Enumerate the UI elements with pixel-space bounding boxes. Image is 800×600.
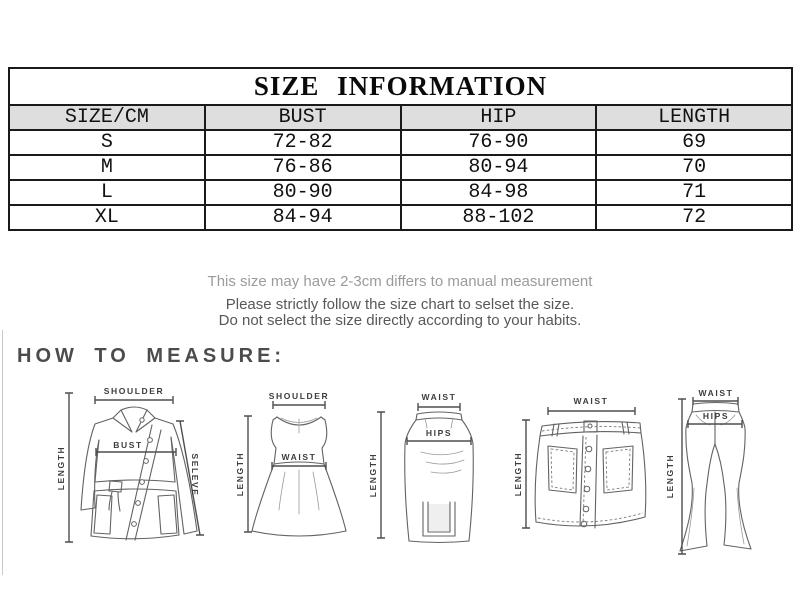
dress-diagram [233, 388, 363, 540]
cell-bust: 80-90 [205, 180, 401, 205]
cell-size: XL [9, 205, 205, 230]
length-label: LENGTH [235, 451, 245, 497]
cell-hip: 76-90 [401, 130, 597, 155]
measurement-notes [0, 273, 800, 329]
note-line: Do not select the size directly according to your habits. [218, 312, 582, 329]
jacket-sleeve-measure [176, 421, 204, 535]
pants-outline [680, 403, 751, 552]
shoulder-label: SHOULDER [268, 391, 330, 401]
table-row [9, 155, 792, 180]
cell-bust: 76-86 [205, 155, 401, 180]
waist-label: WAIST [573, 396, 609, 406]
note-line: This size may have 2-3cm differs to manual measurement [207, 273, 593, 290]
cell-length: 72 [596, 205, 792, 230]
dress-waist-measure [272, 452, 326, 470]
waist-label: WAIST [281, 452, 317, 462]
jacket-shoulder-measure [95, 386, 173, 404]
table-row [9, 130, 792, 155]
pencil-skirt-diagram [363, 388, 498, 548]
column-header-size: SIZE/CM [9, 105, 205, 130]
cell-size: M [9, 155, 205, 180]
pencil-skirt-waist-measure [418, 392, 460, 411]
jacket-bust-measure [96, 440, 176, 456]
pencil-skirt-length-measure [368, 412, 385, 538]
cell-hip: 84-98 [401, 180, 597, 205]
sleeve-label: SELEVE [190, 453, 200, 497]
dress-length-measure [235, 416, 252, 532]
table-row [9, 180, 792, 205]
image-edge-line [2, 330, 3, 575]
length-label: LENGTH [368, 452, 378, 498]
mini-skirt-diagram [498, 393, 658, 545]
mini-skirt-waist-measure [548, 396, 635, 415]
column-header-bust: BUST [205, 105, 401, 130]
shoulder-label: SHOULDER [103, 386, 165, 396]
pencil-skirt-hips-measure [407, 428, 471, 445]
bust-label: BUST [113, 440, 143, 450]
cell-length: 71 [596, 180, 792, 205]
waist-label: WAIST [421, 392, 457, 402]
cell-hip: 80-94 [401, 155, 597, 180]
dress-shoulder-measure [269, 391, 330, 409]
cell-hip: 88-102 [401, 205, 597, 230]
jacket-length-measure [56, 393, 73, 542]
jacket-outline [81, 407, 197, 540]
how-to-measure-heading: HOW TO MEASURE: [17, 345, 286, 367]
cell-size: S [9, 130, 205, 155]
hips-label: HIPS [702, 411, 730, 421]
cell-size: L [9, 180, 205, 205]
table-header-row [9, 105, 792, 130]
table-title: SIZE INFORMATION [9, 68, 792, 105]
dress-outline [252, 417, 346, 536]
length-label: LENGTH [665, 453, 675, 499]
size-table [8, 67, 793, 231]
waist-label: WAIST [698, 388, 734, 398]
table-row [9, 205, 792, 230]
column-header-hip: HIP [401, 105, 597, 130]
length-label: LENGTH [56, 445, 66, 491]
mini-skirt-length-measure [513, 420, 530, 528]
cell-bust: 72-82 [205, 130, 401, 155]
cell-bust: 84-94 [205, 205, 401, 230]
pants-diagram [658, 388, 798, 563]
length-label: LENGTH [513, 451, 523, 497]
mini-skirt-outline [535, 421, 646, 528]
note-line: Please strictly follow the size chart to selset the size. [225, 296, 575, 313]
cell-length: 69 [596, 130, 792, 155]
column-header-length: LENGTH [596, 105, 792, 130]
cell-length: 70 [596, 155, 792, 180]
table-title-row [9, 68, 792, 105]
pants-length-measure [665, 399, 686, 554]
jacket-diagram [38, 383, 238, 558]
hips-label: HIPS [425, 428, 453, 438]
